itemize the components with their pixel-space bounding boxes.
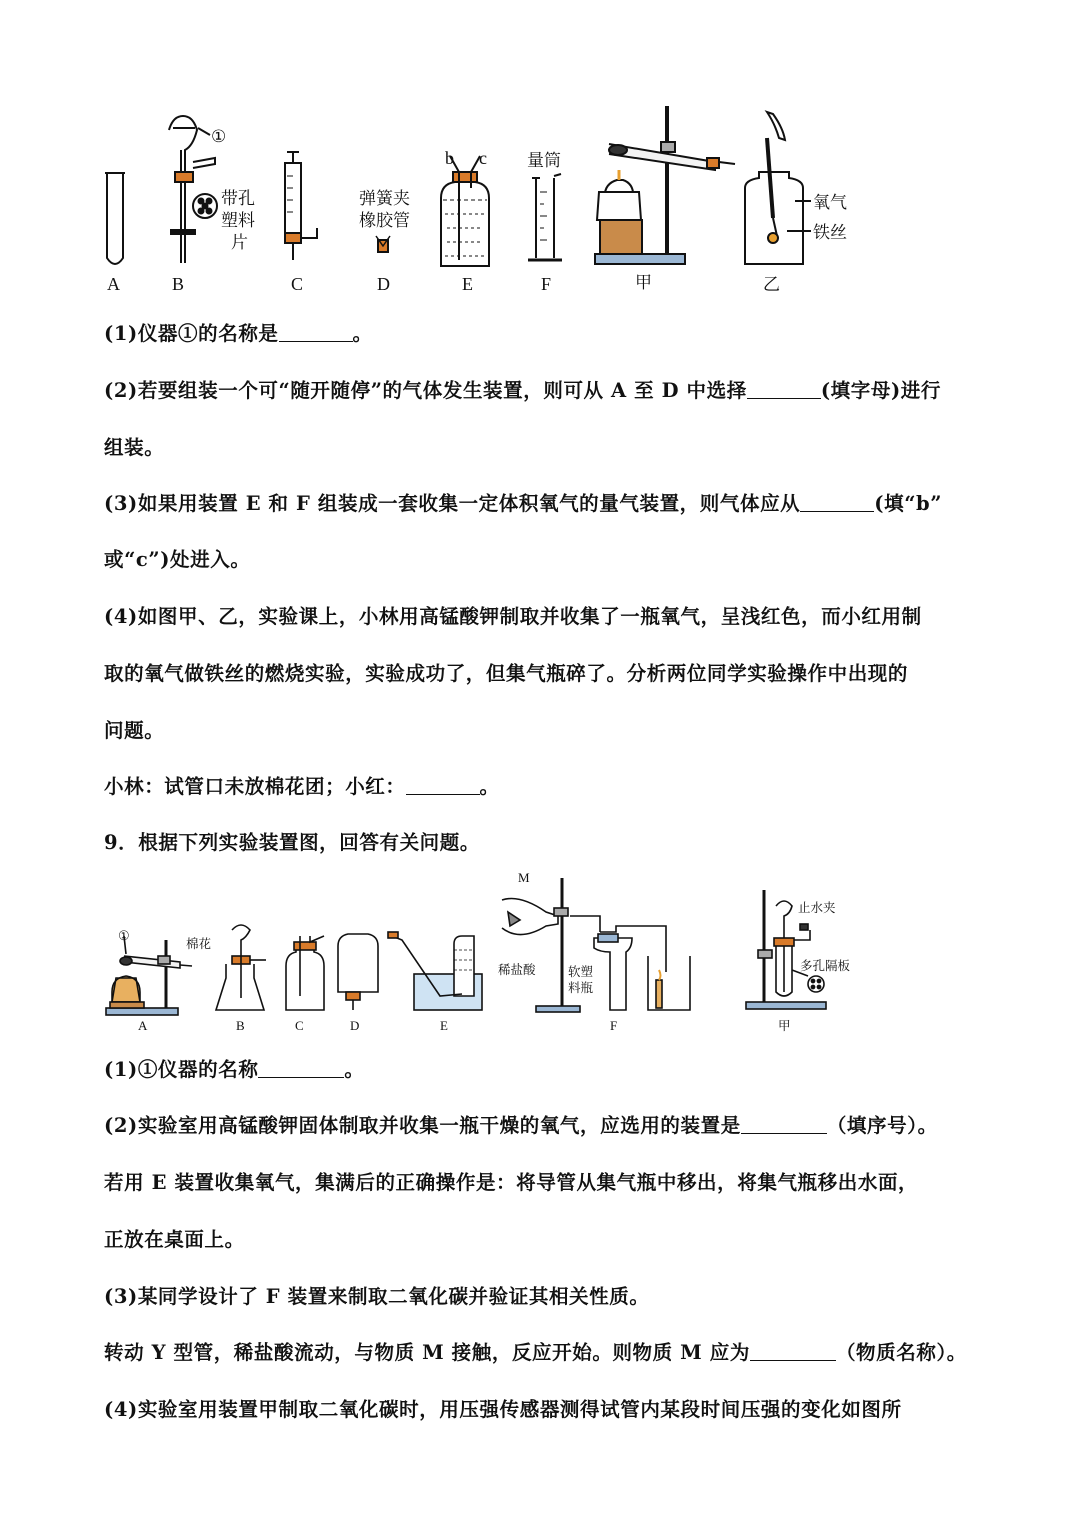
q9-p1-end: 。 — [344, 1058, 365, 1081]
fig1-yi-oxygen: 氧气 — [813, 193, 847, 213]
q8-p1-end: 。 — [352, 322, 373, 345]
fig2-label-d: D — [350, 1018, 360, 1033]
q8-p2-text: (2)若要组装一个可“随开随停”的气体发生装置，则可从 A 至 D 中选择 — [104, 379, 747, 402]
q9-p3b-blank[interactable] — [750, 1342, 836, 1361]
q9-p1-text: (1)①仪器的名称 — [104, 1058, 259, 1081]
q8-part-4-line-2: 取的氧气做铁丝的燃烧实验，实验成功了，但集气瓶碎了。分析两位同学实验操作中出现的 — [104, 662, 909, 685]
fig2-f-m: M — [518, 870, 530, 885]
fig1-label-f: F — [541, 274, 552, 294]
q8-part-3 — [104, 488, 942, 516]
q8-part-1 — [104, 318, 373, 346]
q9-part-2b-line-2: 正放在桌面上。 — [104, 1228, 245, 1251]
figure-1-apparatus — [95, 88, 975, 298]
fig2-a-circle-one: ① — [118, 928, 130, 943]
fig1-label-yi: 乙 — [763, 275, 780, 295]
apparatus-c — [286, 936, 324, 1010]
fig1-b-note-3: 片 — [231, 233, 248, 253]
q8-part-4-line-1: (4)如图甲、乙，实验课上，小林用高锰酸钾制取并收集了一瓶氧气，呈浅红色，而小红用制 — [104, 605, 922, 628]
q8-part-2-cont: 组装。 — [104, 436, 165, 459]
apparatus-e — [388, 932, 482, 1010]
q9-part-2b-line-1: 若用 E 装置收集氧气，集满后的正确操作是：将导管从集气瓶中移出，将集气瓶移出水面， — [104, 1171, 919, 1194]
fig1-yi-iron-wire: 铁丝 — [813, 223, 847, 243]
fig2-label-e: E — [440, 1018, 448, 1033]
q9-part-1 — [104, 1054, 365, 1082]
q8-p2-blank[interactable] — [747, 380, 821, 399]
q9-p2-blank[interactable] — [741, 1115, 827, 1134]
test-tube-a — [105, 173, 125, 264]
q8-part-2 — [104, 375, 941, 403]
fig1-label-a: A — [107, 274, 120, 294]
apparatus-f — [502, 878, 690, 1012]
q8-part-5 — [104, 771, 500, 799]
fig1-label-b: B — [172, 274, 185, 294]
fig1-e-port-b: b — [445, 148, 454, 168]
fig2-label-f: F — [610, 1018, 618, 1033]
q9-p1-blank[interactable] — [258, 1059, 344, 1078]
q8-p5-blank[interactable] — [406, 776, 480, 795]
fig1-circle-one: ① — [211, 127, 227, 147]
q8-p3-blank[interactable] — [800, 493, 874, 512]
q9-part-2 — [104, 1110, 938, 1138]
q8-p3-text: (3)如果用装置 E 和 F 组装成一套收集一定体积氧气的量气装置，则气体应从 — [104, 492, 801, 515]
fig2-label-b: B — [236, 1018, 245, 1033]
fig1-label-e: E — [462, 274, 473, 294]
q8-p5-text: 小林：试管口未放棉花团；小红： — [104, 775, 406, 798]
fig2-label-a: A — [138, 1018, 148, 1033]
gas-bottle-e — [441, 156, 489, 266]
fig1-label-jia: 甲 — [635, 273, 652, 293]
figure-2-apparatus — [100, 866, 870, 1038]
fig1-b-note-1: 带孔 — [221, 189, 255, 209]
fig1-label-c: C — [291, 274, 304, 294]
heating-setup-jia — [595, 106, 735, 264]
fig1-f-note: 量筒 — [527, 151, 561, 171]
fig2-label-jia: 甲 — [778, 1018, 791, 1033]
fig1-e-port-c: c — [479, 148, 487, 168]
q9-p3b-end: （物质名称）。 — [835, 1341, 967, 1364]
apparatus-d — [338, 934, 378, 1010]
fig1-d-note-1: 弹簧夹 — [359, 189, 410, 209]
q9-part-4: (4)实验室用装置甲制取二氧化碳时，用压强传感器测得试管内某段时间压强的变化如图所 — [104, 1398, 902, 1421]
q8-p1-text: (1)仪器①的名称是 — [104, 322, 279, 345]
q8-p2-end: (填字母)进行 — [820, 379, 942, 402]
apparatus-b — [216, 925, 266, 1010]
q8-p5-end: 。 — [479, 775, 500, 798]
iron-wire-bottle-yi — [745, 112, 811, 264]
q9-p2-end: （填序号）。 — [826, 1114, 938, 1137]
fig2-jia-plate: 多孔隔板 — [800, 958, 851, 973]
q8-part-4-line-3: 问题。 — [104, 719, 165, 742]
fig2-label-c: C — [295, 1018, 304, 1033]
q9-title: 9．根据下列实验装置图，回答有关问题。 — [104, 831, 480, 854]
fig2-f-bottle-1: 软塑 — [568, 964, 594, 979]
q8-p1-blank[interactable] — [279, 323, 353, 342]
fig1-b-note-2: 塑料 — [221, 211, 255, 231]
graduated-cylinder-f — [528, 174, 562, 260]
fig2-jia-clamp: 止水夹 — [798, 900, 836, 915]
fig2-a-cotton: 棉花 — [186, 936, 212, 951]
q9-part-3b — [104, 1337, 967, 1365]
q9-p2-text: (2)实验室用高锰酸钾固体制取并收集一瓶干燥的氧气，应选用的装置是 — [104, 1114, 741, 1137]
syringe-c — [285, 152, 317, 260]
q9-p3b-text: 转动 Y 型管，稀盐酸流动，与物质 M 接触，反应开始。则物质 M 应为 — [104, 1341, 750, 1364]
fig1-label-d: D — [377, 274, 390, 294]
fig2-f-acid: 稀盐酸 — [498, 962, 536, 977]
q9-part-3: (3)某同学设计了 F 装置来制取二氧化碳并验证其相关性质。 — [104, 1285, 650, 1308]
separatory-funnel-b — [169, 116, 217, 263]
fig2-f-bottle-2: 料瓶 — [568, 980, 594, 995]
apparatus-a — [106, 936, 192, 1015]
spring-clip-d — [376, 236, 390, 252]
q8-part-3-cont: 或“c”)处进入。 — [104, 548, 251, 571]
q8-p3-end: (填“b” — [874, 492, 943, 515]
fig1-d-note-2: 橡胶管 — [359, 211, 410, 231]
